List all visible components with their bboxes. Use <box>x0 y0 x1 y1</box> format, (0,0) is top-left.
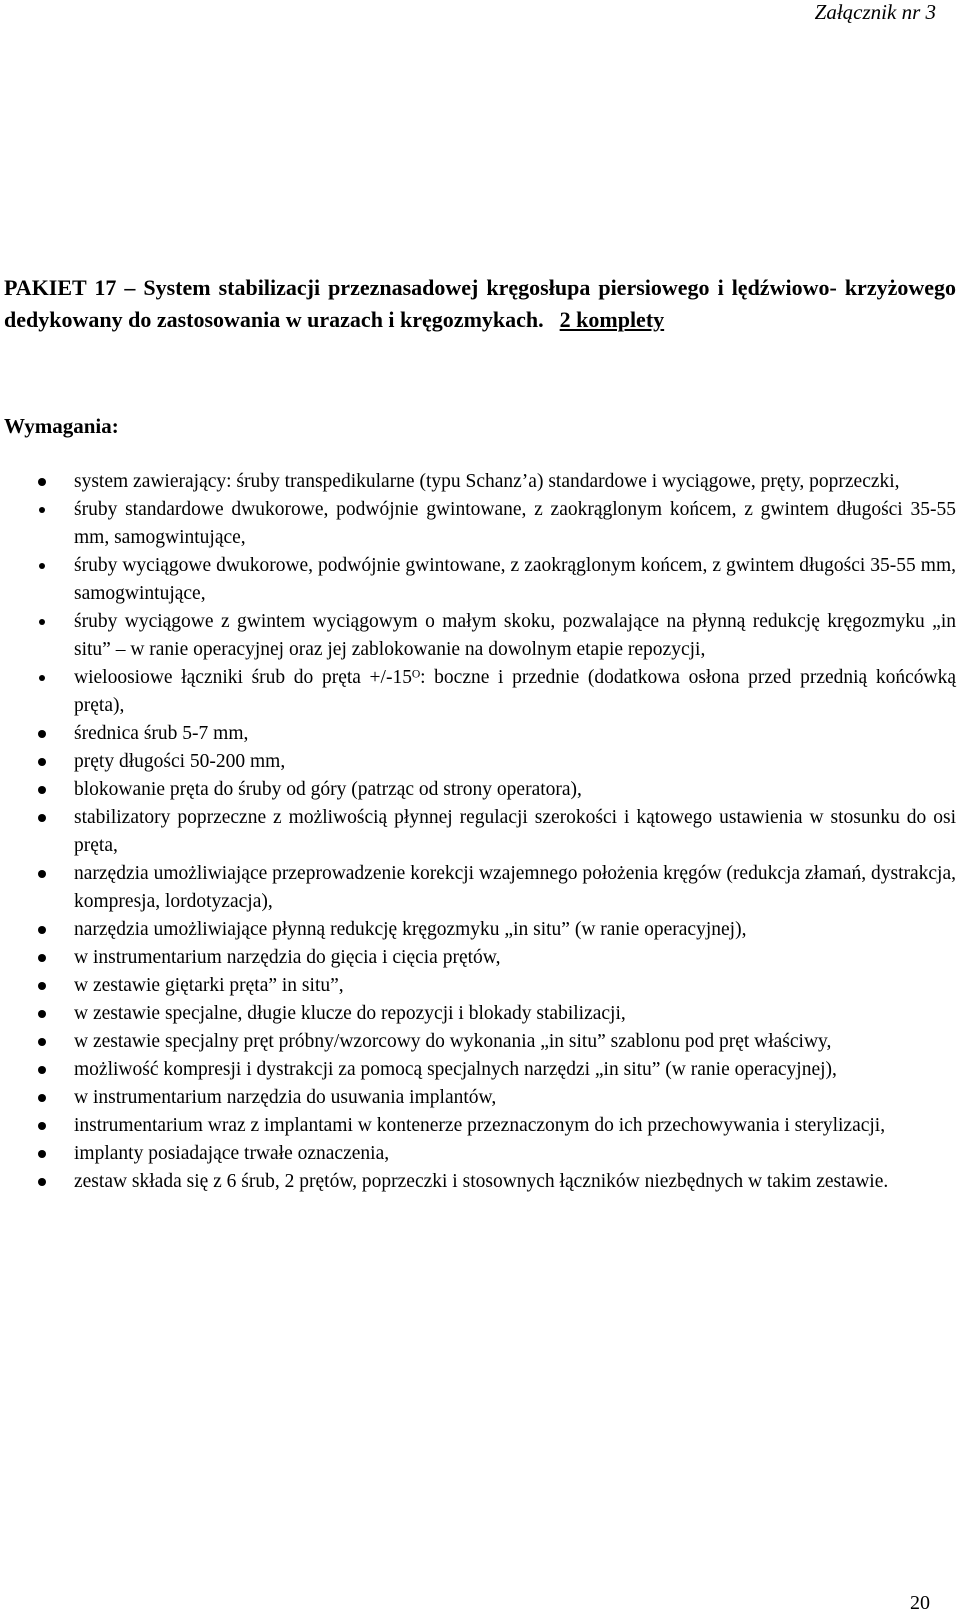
requirement-item: w instrumentarium narzędzia do gięcia i cięcia prętów, <box>0 944 960 972</box>
requirement-item: implanty posiadające trwałe oznaczenia, <box>0 1140 960 1168</box>
requirement-item: stabilizatory poprzeczne z możliwością płynnej regulacji szerokości i kątowego ustawienia w stosunku do osi pręta, <box>0 804 960 860</box>
bullet-icon <box>38 982 46 990</box>
page-number: 20 <box>910 1592 930 1614</box>
requirements-list <box>0 468 960 1196</box>
bullet-icon <box>38 870 46 878</box>
package-sets: 2 komplety <box>559 307 665 332</box>
requirement-item: narzędzia umożliwiające przeprowadzenie korekcji wzajemnego położenia kręgów (redukcja złamań, dystrakcja, kompresja, lordotyzacja), <box>0 860 960 916</box>
requirement-item: w zestawie giętarki pręta” in situ”, <box>0 972 960 1000</box>
package-title <box>4 272 956 336</box>
requirement-item: instrumentarium wraz z implantami w kontenerze przeznaczonym do ich przechowywania i sterylizacji, <box>0 1112 960 1140</box>
bullet-icon <box>38 1038 46 1046</box>
bullet-icon <box>38 1178 46 1186</box>
bullet-icon <box>38 814 46 822</box>
bullet-icon <box>38 954 46 962</box>
bullet-icon <box>38 786 46 794</box>
bullet-icon <box>38 730 46 738</box>
requirement-item: w instrumentarium narzędzia do usuwania implantów, <box>0 1084 960 1112</box>
bullet-icon <box>39 563 45 569</box>
requirement-item: śruby wyciągowe z gwintem wyciągowym o małym skoku, pozwalające na płynną redukcję kręgozmyku „in situ” – w ranie operacyjnej oraz jej zablokowanie na dowolnym etapie repozycji, <box>0 608 960 664</box>
bullet-icon <box>39 619 45 625</box>
bullet-icon <box>38 1010 46 1018</box>
bullet-icon <box>38 1066 46 1074</box>
bullet-icon <box>39 675 45 681</box>
requirement-item: system zawierający: śruby transpedikularne (typu Schanz’a) standardowe i wyciągowe, pręty, poprzeczki, <box>0 468 960 496</box>
package-title-text: PAKIET 17 – System stabilizacji przeznasadowej kręgosłupa piersiowego i lędźwiowo- krzyżowego dedykowany do zastosowania w urazach i kręgozmykach. <box>4 275 956 332</box>
requirement-item: średnica śrub 5-7 mm, <box>0 720 960 748</box>
requirement-item: śruby wyciągowe dwukorowe, podwójnie gwintowane, z zaokrąglonym końcem, z gwintem długości 35-55 mm, samogwintujące, <box>0 552 960 608</box>
bullet-icon <box>38 1150 46 1158</box>
requirement-item: śruby standardowe dwukorowe, podwójnie gwintowane, z zaokrąglonym końcem, z gwintem długości 35-55 mm, samogwintujące, <box>0 496 960 552</box>
bullet-icon <box>39 507 45 513</box>
requirements-heading: Wymagania: <box>4 414 119 438</box>
requirement-item: pręty długości 50-200 mm, <box>0 748 960 776</box>
requirement-item: możliwość kompresji i dystrakcji za pomocą specjalnych narzędzi „in situ” (w ranie operacyjnej), <box>0 1056 960 1084</box>
requirement-item: w zestawie specjalny pręt próbny/wzorcowy do wykonania „in situ” szablonu pod pręt właściwy, <box>0 1028 960 1056</box>
requirement-item: blokowanie pręta do śruby od góry (patrząc od strony operatora), <box>0 776 960 804</box>
bullet-icon <box>38 926 46 934</box>
requirement-item: w zestawie specjalne, długie klucze do repozycji i blokady stabilizacji, <box>0 1000 960 1028</box>
bullet-icon <box>38 1122 46 1130</box>
bullet-icon <box>38 1094 46 1102</box>
requirement-item: zestaw składa się z 6 śrub, 2 prętów, poprzeczki i stosownych łączników niezbędnych w takim zestawie. <box>0 1168 960 1196</box>
bullet-icon <box>38 478 46 486</box>
bullet-icon <box>38 758 46 766</box>
annex-label: Załącznik nr 3 <box>814 0 936 24</box>
requirement-item: wieloosiowe łączniki śrub do pręta +/-15ᴼ: boczne i przednie (dodatkowa osłona przed przednią końcówką pręta), <box>0 664 960 720</box>
requirement-item: narzędzia umożliwiające płynną redukcję kręgozmyku „in situ” (w ranie operacyjnej), <box>0 916 960 944</box>
